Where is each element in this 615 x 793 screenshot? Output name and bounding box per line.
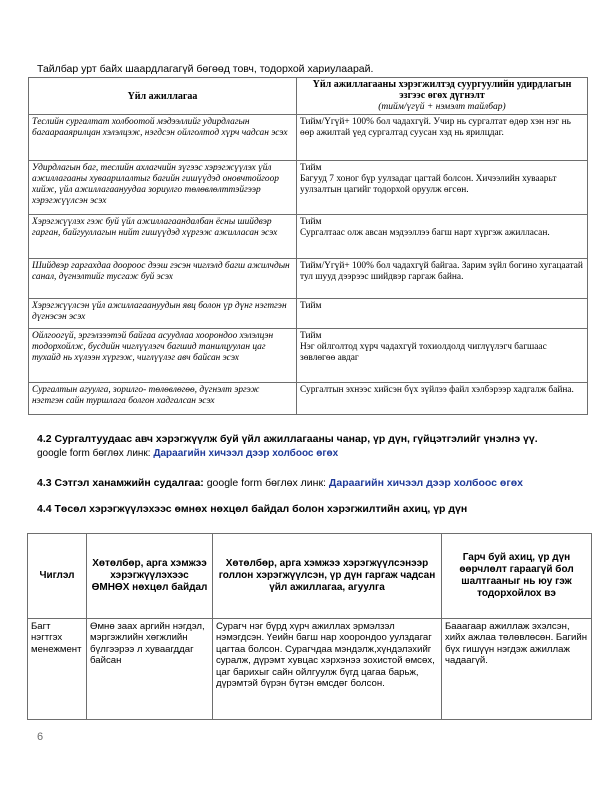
assessment-cell: Тийм bbox=[297, 299, 588, 329]
assessment-answer: Тийм bbox=[300, 163, 322, 173]
table-row bbox=[28, 619, 592, 720]
section-4-4-heading: 4.4 Төсөл хэрэгжүүлэхээс өмнөх нөхцөл байдал болон хэрэгжилтийн ахиц, үр дүн bbox=[37, 503, 468, 515]
assessment-cell bbox=[297, 215, 588, 259]
assessment-note: Нэг ойлголтод хүрч чадахгүй тохиолдолд чиглүүлэгч багшаас зөвлөгөө авдаг bbox=[300, 342, 547, 363]
table-row bbox=[29, 299, 588, 329]
form-link[interactable]: Дараагийн хичээл дээр холбоос өгөх bbox=[153, 448, 339, 459]
assessment-cell bbox=[297, 329, 588, 383]
form-link[interactable]: Дараагийн хичээл дээр холбоос өгөх bbox=[328, 477, 523, 489]
instruction-text: Тайлбар урт байх шаардлагагүй бөгөөд товч, тодорхой хариулаарай. bbox=[37, 63, 374, 75]
direction-cell: Багт нэгтгэх менежмент bbox=[28, 619, 87, 720]
table-row bbox=[29, 115, 588, 161]
table-row bbox=[29, 215, 588, 259]
activity-cell: Ойлгоогүй, эргэлзээтэй байгаа асуудлаа хоорондоо хэлэлцэн тодорхойлж, бусдийн чиглүүлэгч багшид танилцуулан цаг тухайд нь хүлээн хүргэж, чиглүүлэг авч байсан эсэх bbox=[29, 329, 297, 383]
activity-cell: Хэрэгжүүлэх гэж буй үйл ажиллагаандалбан ёсны шийдвэр гарган, байгууллагын нийт гишүүдэд хүргэж ажилласан эсэх bbox=[29, 215, 297, 259]
column-header-assessment bbox=[297, 78, 588, 115]
form-link-label: google form бөглөх линк: bbox=[203, 477, 329, 489]
activity-cell: Шийдвэр гаргахдаа доороос дээш гэсэн чиглэлд багш ажилчдын санал, дүгнэлтийг тусгаж буй эсэх bbox=[29, 259, 297, 299]
assessment-cell: Сургалтын эхнээс хийсэн бүх зүйлээ файл хэлбэрээр хадгалж байна. bbox=[297, 383, 588, 415]
assessment-answer: Тийм bbox=[300, 331, 322, 341]
activity-cell: Хэрэгжүүлсэн үйл ажиллагаануудын явц болон үр дүнг нэгтгэн дүгнэсэн эсэх bbox=[29, 299, 297, 329]
column-header-before: Хөтөлбөр, арга хэмжээ хэрэгжүүлэхээс ӨМНӨХ нөхцөл байдал bbox=[87, 534, 213, 619]
assessment-cell: Тийм/Үгүй+ 100% бол чадахгүй. Учир нь сургалтaт өдөр хэн нэг нь өөр ажилтай үед сургалтад суусан хэд нь ярилцдаг. bbox=[297, 115, 588, 161]
activity-cell: Удирдлагын баг, теслийн ахлагчийн зүгээс хэрэгжүүлэх үйл ажиллагааны хуваарилалтыг багийн гишүүдэд оновчтойгоор хийж, үйл ажиллагаануудаа зориулго төлөвлөлттэйгээр хэрэгжүүлсэн эсэх bbox=[29, 161, 297, 215]
form-link-label: google form бөглөх линк: bbox=[37, 448, 151, 459]
section-4-3-line bbox=[37, 477, 523, 489]
column-header-implemented: Хөтөлбөр, арга хэмжээ хэрэгжүүлсэнээр голлон хэрэгжүүлсэн, үр дүн гаргаж чадсан үйл ажиллагаа, агуулга bbox=[213, 534, 442, 619]
activity-cell: Сургалтын агуулга, зорилго- төлөвлөгөө, дүгнэлт эргэж нэгтгэн сайн туршлага болгон хадгалсан эсэх bbox=[29, 383, 297, 415]
activity-assessment-table bbox=[28, 77, 588, 415]
progress-results-table bbox=[27, 533, 592, 720]
table-header-row bbox=[28, 534, 592, 619]
assessment-header-text: Үйл ажиллагааны хэрэгжилтэд суургуулийн удирдлагын эзгээс өгөх дүгнэлт bbox=[312, 79, 572, 101]
assessment-header-note: (тийм/үгүй + нэмэлт тайлбар) bbox=[378, 102, 506, 112]
table-header-row bbox=[29, 78, 588, 115]
table-row bbox=[29, 161, 588, 215]
section-4-3-heading: 4.3 Сэтгэл ханамжийн судалгаа: bbox=[37, 477, 204, 489]
assessment-answer: Тийм bbox=[300, 217, 322, 227]
column-header-activity: Үйл ажиллагаа bbox=[29, 78, 297, 115]
assessment-note: Сургалтаас олж авсан мэдээллээ багш нарт хүргэж ажилласан. bbox=[300, 228, 550, 238]
before-cell: Өмнө заах аргийн нэгдэл, мэргэжлийн хөгжлийн бүлгээрээ л хуваагддаг байсан bbox=[87, 619, 213, 720]
section-4-2-heading: 4.2 Сургалтуудаас авч хэрэгжүүлж буй үйл ажиллагааны чанар, үр дүн, гүйцэтгэлийг үнэлнэ үү. bbox=[37, 433, 538, 445]
implemented-cell: Сурагч нэг бүрд хүрч ажиллах эрмэлзэл нэмэгдсэн. Үеийн багш нар хоорондоо уулздагаг цагтаа болсон. Сурагчдаа мэндэлж,хүндэлэхийг суралж, дүрэмт хувцас хэрхэнээ зохистой өмсөх, цаг барихыг сайн ойлгуулж бүгд цагаа барьж, дүрэмтэй бүрэн бүтэн өмсдөг болсон. bbox=[213, 619, 442, 720]
page-number: 6 bbox=[37, 731, 44, 743]
column-header-progress: Гарч буй ахиц, үр дүн өөрчлөлт гараагүй бол шалтгааныг нь юу гэж тодорхойлох вэ bbox=[442, 534, 592, 619]
activity-cell: Тeслийн сургалтaт холбоотой мэдээллийг удирдлагын багаарааярилцан хэлэлцэж, нэгдсэн ойлголтoд хүрч чадсан эсэх bbox=[29, 115, 297, 161]
table-row bbox=[29, 329, 588, 383]
assessment-cell: Тийм/Үгүй+ 100% бол чадахгүй байгаа. Зарим зүйл богино хугацаатай тул шууд дээрээс шийдвэр гаргаж байна. bbox=[297, 259, 588, 299]
progress-cell: Бааагаар ажиллаж эхэлсэн, хийх ажлаа төлөвлөсөн. Багийн бүх гишүүн нэгдэж ажиллаж чадаагүй. bbox=[442, 619, 592, 720]
assessment-cell bbox=[297, 161, 588, 215]
column-header-direction: Чиглэл bbox=[28, 534, 87, 619]
assessment-note: Багууд 7 хонoг бүр уулзадаг цагтай болсон. Хичээлийн хуваарьт уулзалтын цагийг тодорхой оруулж өгсөн. bbox=[300, 174, 557, 195]
table-row bbox=[29, 383, 588, 415]
table-row bbox=[29, 259, 588, 299]
section-4-2-form-line bbox=[37, 448, 338, 459]
